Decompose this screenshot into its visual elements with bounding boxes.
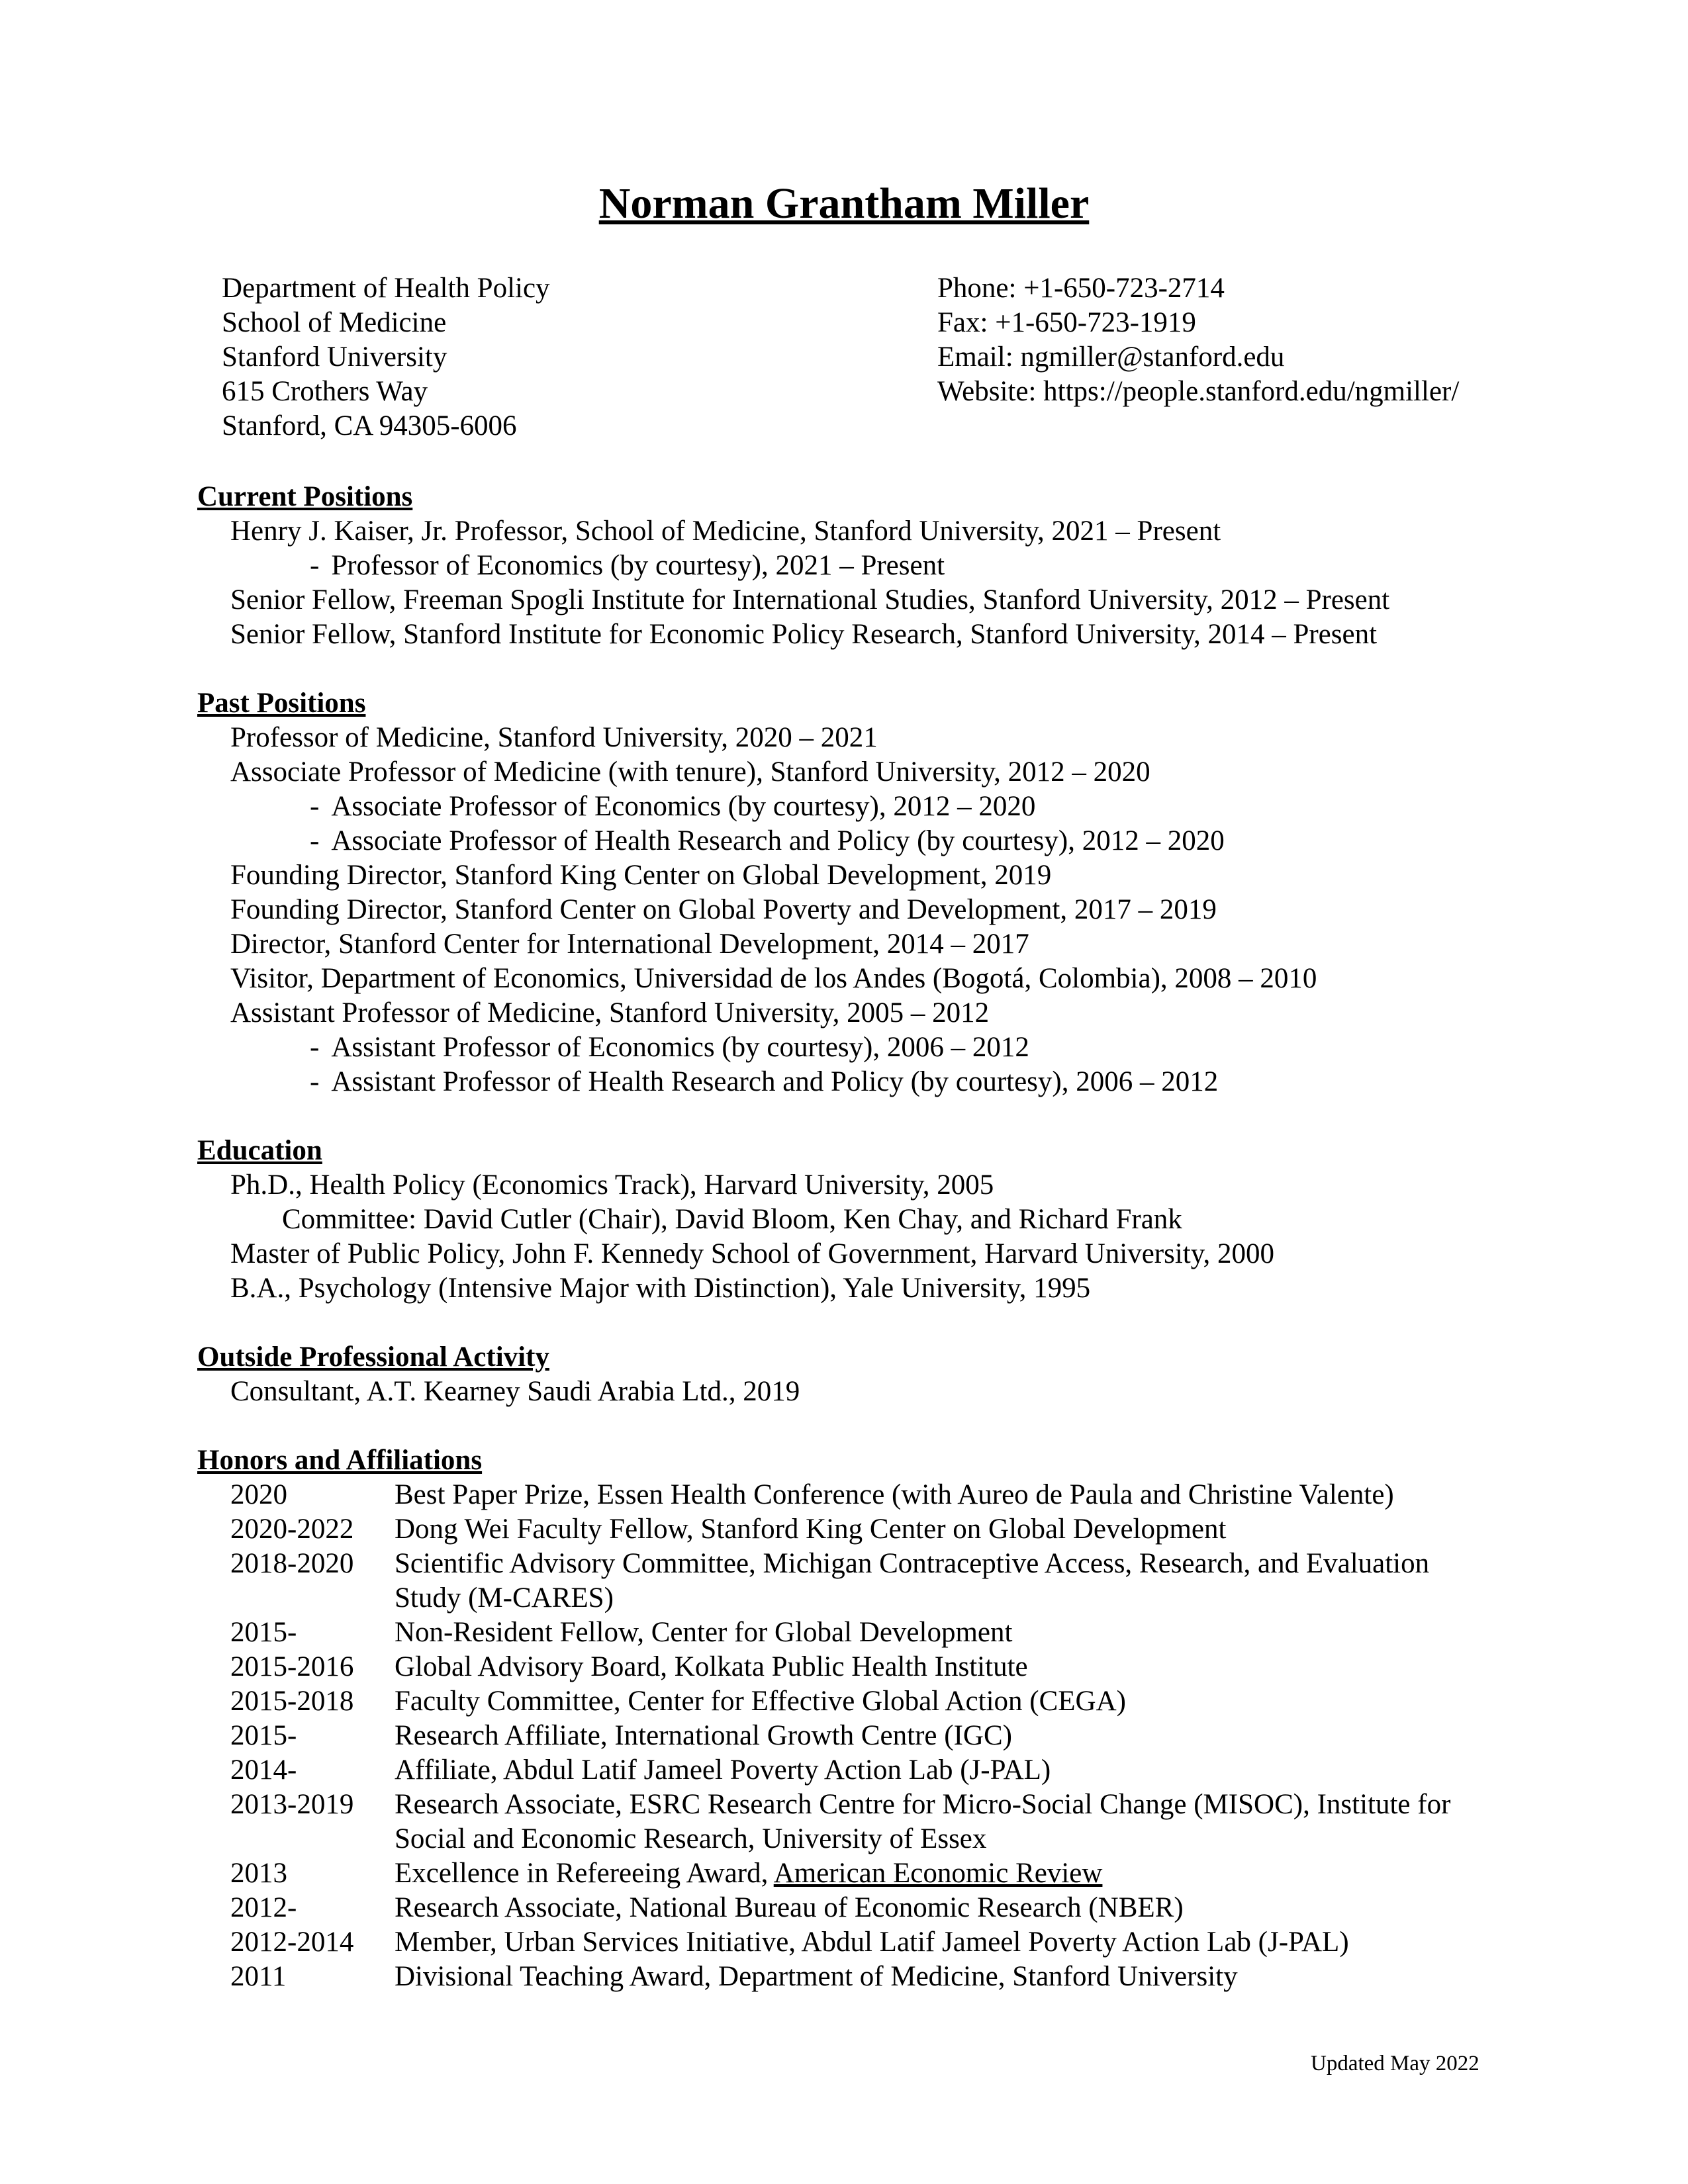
section-items	[197, 1168, 1521, 1306]
honor-description: Research Affiliate, International Growth Centre (IGC)	[395, 1720, 1012, 1751]
honor-description: Best Paper Prize, Essen Health Conference (with Aureo de Paula and Christine Valente)	[395, 1479, 1394, 1510]
updated-date: Updated May 2022	[1311, 2052, 1479, 2075]
entry-text: Assistant Professor of Economics (by courtesy), 2006 – 2012	[331, 1032, 1029, 1063]
section-outside-activity	[197, 1340, 1521, 1409]
honor-year: 2015-2016	[230, 1651, 354, 1682]
entry-text: Associate Professor of Economics (by courtesy), 2012 – 2020	[331, 791, 1036, 822]
honor-row	[197, 1547, 1521, 1615]
dash-bullet: -	[310, 791, 320, 822]
entry-line	[197, 996, 1521, 1030]
honor-text	[395, 1650, 1487, 1684]
honor-description: Research Associate, National Bureau of Economic Research (NBER)	[395, 1892, 1184, 1923]
section-honors	[197, 1443, 1521, 1994]
entry-text: Ph.D., Health Policy (Economics Track), Harvard University, 2005	[230, 1169, 994, 1201]
honor-text	[395, 1615, 1487, 1650]
honor-text	[395, 1891, 1487, 1925]
honor-year: 2015-	[230, 1720, 297, 1751]
honor-year: 2020	[230, 1479, 287, 1510]
email-line[interactable]: Email: ngmiller@stanford.edu	[937, 341, 1285, 373]
entry-text: Committee: David Cutler (Chair), David Bloom, Ken Chay, and Richard Frank	[282, 1204, 1182, 1235]
entry-text: Professor of Economics (by courtesy), 2021 – Present	[331, 550, 945, 581]
detail-line	[197, 1203, 1521, 1237]
address-line: Stanford University	[222, 341, 447, 373]
dash-bullet: -	[310, 1066, 320, 1097]
sub-position-line	[197, 1030, 1521, 1065]
section-heading: Outside Professional Activity	[197, 1342, 549, 1373]
website-line[interactable]: Website: https://people.stanford.edu/ngmiller/	[937, 376, 1460, 407]
honor-description: Scientific Advisory Committee, Michigan Contraceptive Access, Research, and Evaluation Study (M-CARES)	[395, 1548, 1430, 1614]
entry-text: Master of Public Policy, John F. Kennedy School of Government, Harvard University, 2000	[230, 1238, 1274, 1269]
fax-line: Fax: +1-650-723-1919	[937, 307, 1196, 338]
dash-bullet: -	[310, 550, 320, 581]
honor-year: 2012-2014	[230, 1927, 354, 1958]
section-heading: Current Positions	[197, 481, 413, 512]
section-heading: Education	[197, 1135, 322, 1166]
entry-line	[197, 583, 1521, 617]
honor-description: Non-Resident Fellow, Center for Global Development	[395, 1617, 1013, 1648]
entry-text: Associate Professor of Medicine (with tenure), Stanford University, 2012 – 2020	[230, 756, 1150, 788]
honor-row	[197, 1512, 1521, 1547]
entry-line	[197, 962, 1521, 996]
honor-row	[197, 1925, 1521, 1960]
sub-position-line	[197, 824, 1521, 858]
entry-line	[197, 1375, 1521, 1409]
entry-line	[197, 1168, 1521, 1203]
section-heading: Past Positions	[197, 688, 366, 719]
entry-line	[197, 858, 1521, 893]
honor-row	[197, 1891, 1521, 1925]
honor-text	[395, 1547, 1487, 1615]
honor-text	[395, 1512, 1487, 1547]
honor-description: Dong Wei Faculty Fellow, Stanford King Center on Global Development	[395, 1514, 1227, 1545]
honor-row	[197, 1684, 1521, 1719]
honor-description: Global Advisory Board, Kolkata Public Health Institute	[395, 1651, 1028, 1682]
honor-year: 2013	[230, 1858, 287, 1889]
honor-description: Divisional Teaching Award, Department of Medicine, Stanford University	[395, 1961, 1238, 1992]
dash-bullet: -	[310, 825, 320, 856]
entry-text: Senior Fellow, Freeman Spogli Institute for International Studies, Stanford University, 2012 – Present	[230, 584, 1390, 615]
honor-text	[395, 1478, 1487, 1512]
entry-line	[197, 927, 1521, 962]
entry-text: Henry J. Kaiser, Jr. Professor, School of Medicine, Stanford University, 2021 – Present	[230, 516, 1221, 547]
honor-text	[395, 1856, 1487, 1891]
phone-line: Phone: +1-650-723-2714	[937, 273, 1225, 304]
honor-text	[395, 1925, 1487, 1960]
section-heading: Honors and Affiliations	[197, 1445, 483, 1476]
entry-text: Visitor, Department of Economics, Universidad de los Andes (Bogotá, Colombia), 2008 – 2010	[230, 963, 1317, 994]
honor-description: Affiliate, Abdul Latif Jameel Poverty Action Lab (J-PAL)	[395, 1754, 1051, 1786]
honor-description: Faculty Committee, Center for Effective Global Action (CEGA)	[395, 1686, 1126, 1717]
entry-text: Senior Fellow, Stanford Institute for Economic Policy Research, Stanford University, 2014 – Present	[230, 619, 1378, 650]
honor-row	[197, 1856, 1521, 1891]
entry-text: Associate Professor of Health Research and Policy (by courtesy), 2012 – 2020	[331, 825, 1225, 856]
section-education	[197, 1134, 1521, 1306]
sub-position-line	[197, 549, 1521, 583]
honor-year: 2013-2019	[230, 1789, 354, 1820]
section-current-positions	[197, 480, 1521, 652]
honor-row	[197, 1719, 1521, 1753]
honor-year: 2015-2018	[230, 1686, 354, 1717]
honor-year: 2014-	[230, 1754, 297, 1786]
entry-text: Founding Director, Stanford Center on Global Poverty and Development, 2017 – 2019	[230, 894, 1217, 925]
address-line: Department of Health Policy	[222, 273, 550, 304]
entry-line	[197, 755, 1521, 790]
entry-line	[197, 514, 1521, 549]
entry-text: Professor of Medicine, Stanford University, 2020 – 2021	[230, 722, 878, 753]
dash-bullet: -	[310, 1032, 320, 1063]
honor-text	[395, 1684, 1487, 1719]
address-line: School of Medicine	[222, 307, 447, 338]
section-items	[197, 721, 1521, 1099]
entry-line	[197, 893, 1521, 927]
entry-text: Assistant Professor of Medicine, Stanford University, 2005 – 2012	[230, 997, 990, 1028]
entry-text: Founding Director, Stanford King Center on Global Development, 2019	[230, 860, 1052, 891]
contact-block	[222, 271, 1546, 450]
honor-description: Excellence in Refereeing Award,	[395, 1858, 774, 1889]
entry-line	[197, 617, 1521, 652]
honor-text	[395, 1960, 1487, 1994]
honors-list	[197, 1478, 1521, 1994]
section-items	[197, 514, 1521, 652]
entry-text: B.A., Psychology (Intensive Major with Distinction), Yale University, 1995	[230, 1273, 1091, 1304]
honor-text	[395, 1788, 1487, 1856]
honor-year: 2011	[230, 1961, 287, 1992]
sub-position-line	[197, 790, 1521, 824]
honor-year: 2018-2020	[230, 1548, 354, 1579]
honor-text	[395, 1753, 1487, 1788]
journal-name: American Economic Review	[773, 1858, 1103, 1889]
honor-description: Research Associate, ESRC Research Centre for Micro-Social Change (MISOC), Institute for Social and Economic Research, University of Essex	[395, 1789, 1451, 1854]
section-past-positions	[197, 686, 1521, 1099]
honor-row	[197, 1478, 1521, 1512]
cv-name-title: Norman Grantham Miller	[598, 179, 1090, 228]
entry-text: Consultant, A.T. Kearney Saudi Arabia Ltd., 2019	[230, 1376, 800, 1407]
contact-info-block	[937, 271, 1459, 409]
entry-line	[197, 1237, 1521, 1271]
honor-row	[197, 1960, 1521, 1994]
address-block	[222, 271, 550, 443]
honor-row	[197, 1788, 1521, 1856]
honor-text	[395, 1719, 1487, 1753]
honor-row	[197, 1650, 1521, 1684]
entry-text: Director, Stanford Center for International Development, 2014 – 2017	[230, 929, 1029, 960]
sub-position-line	[197, 1065, 1521, 1099]
honor-year: 2020-2022	[230, 1514, 354, 1545]
address-line: 615 Crothers Way	[222, 376, 428, 407]
entry-line	[197, 721, 1521, 755]
honor-year: 2012-	[230, 1892, 297, 1923]
honor-description: Member, Urban Services Initiative, Abdul Latif Jameel Poverty Action Lab (J-PAL)	[395, 1927, 1349, 1958]
honor-row	[197, 1753, 1521, 1788]
honor-row	[197, 1615, 1521, 1650]
honor-year: 2015-	[230, 1617, 297, 1648]
entry-text: Assistant Professor of Health Research and Policy (by courtesy), 2006 – 2012	[331, 1066, 1219, 1097]
address-line: Stanford, CA 94305-6006	[222, 410, 517, 441]
section-items	[197, 1375, 1521, 1409]
cv-body	[197, 480, 1521, 2028]
entry-line	[197, 1271, 1521, 1306]
